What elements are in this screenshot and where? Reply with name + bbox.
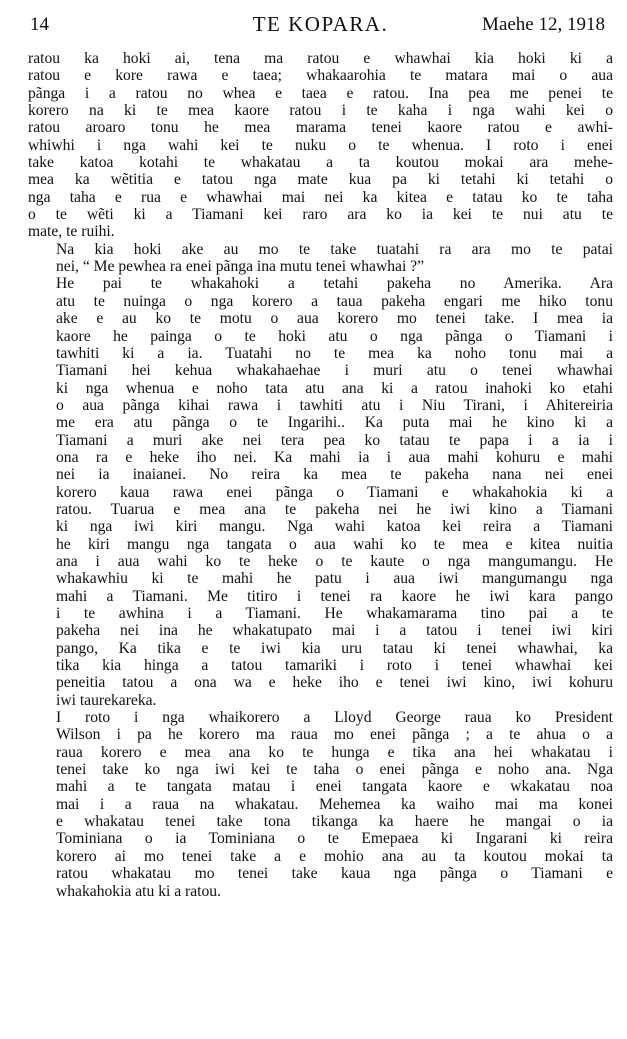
- text-line: Tominiana o ia Tominiana o te Emepaea ki Ingarani ki reira: [56, 830, 613, 848]
- text-line: ake e au ko te motu o aua korero mo tenei take. I mea ia: [56, 310, 613, 328]
- text-line: ratou whakatau mo tenei take kaua nga pãnga o Tiamani e: [56, 865, 613, 883]
- text-line: take katoa kotahi te whakatau a ta koutou mokai ara mehe-: [28, 154, 613, 172]
- text-line: mate, te ruihi.: [28, 223, 115, 241]
- text-line: korero ai mo tenei take a e mohio ana au ta koutou mokai ta: [56, 847, 613, 865]
- text-line: ratou aroaro tonu he mea marama tenei kaore ratou e awhi-: [28, 119, 613, 137]
- text-line: Na kia hoki ake au mo te take tuatahi ra ara mo te patai: [56, 240, 613, 258]
- text-line: I roto i nga whaikorero a Lloyd George raua ko President: [56, 709, 613, 727]
- text-line: nei ia inaianei. No reira ka mea te pakeha nana nei enei: [56, 466, 613, 484]
- text-line: mahi a te tangata matau i enei tangata kaore e wkakatau noa: [56, 778, 613, 796]
- text-line: ratou. Tuarua e mea ana te pakeha nei he iwi kino a Tiamani: [56, 500, 613, 518]
- text-line: korero na ki te mea kaore ratou i te kaha i nga wahi kei o: [28, 102, 613, 120]
- article-body: [28, 50, 613, 900]
- text-line: ona ra e heke iho nei. Ka mahi ia i aua mahi kohuru e mahi: [56, 448, 613, 466]
- text-line: he kiri mangu nga tangata o aua wahi ko te mea e kitea nuitia: [56, 535, 613, 553]
- text-line: whiwhi i nga wahi kei te nuku o te whenua. I roto i enei: [28, 136, 613, 154]
- text-line: mea ka wẽtitia e tatou nga mate kua pa ki tetahi ki tetahi o: [28, 171, 613, 189]
- text-line: Tiamani hei kehua whakahaehae i muri atu o tenei whawhai: [56, 362, 613, 380]
- issue-date: Maehe 12, 1918: [482, 14, 605, 35]
- text-line: o aua pãnga kihai rawa i tawhiti atu i Niu Tirani, i Ahitereiria: [56, 396, 613, 414]
- text-line: tawhiti ki a ia. Tuatahi no te mea ka noho tonu mai a: [56, 344, 613, 362]
- text-line: ratou ka hoki ai, tena ma ratou e whawhai kia hoki ki a: [28, 50, 613, 67]
- text-line: ratou e kore rawa e taea; whakaarohia te matara mai o aua: [28, 67, 613, 85]
- text-line: o te wẽti ki a Tiamani kei raro ara ko ia kei te nui atu te: [28, 206, 613, 224]
- text-line: me era atu pãnga o te Ingarihi.. Ka puta mai he kino ki a: [56, 414, 613, 432]
- text-line: pango, Ka tika e te iwi kia uru tatau ki tenei whawhai, ka: [56, 639, 613, 657]
- text-line: ki nga whenua e noho tata atu ana ki a ratou inahoki ko etahi: [56, 379, 613, 397]
- journal-title: TE KOPARA.: [252, 12, 389, 36]
- text-line: korero kaua rawa enei pãnga o Tiamani e whakahokia ki a: [56, 483, 613, 501]
- text-line: atu te nuinga o nga korero a taua pakeha engari me hiko tonu: [56, 292, 613, 310]
- text-line: pãnga i a ratou no whea e taea e ratou. Ina pea me penei te: [28, 84, 613, 102]
- text-line: tenei take ko nga iwi kei te taha o enei pãnga e noho ana. Nga: [56, 761, 613, 779]
- text-line: pakeha nei ina he whakatupato mai i a tatou i tenei iwi kiri: [56, 622, 613, 640]
- page-header: [28, 6, 613, 40]
- text-line: mahi a Tiamani. Me titiro i tenei ra kaore he iwi kara pango: [56, 587, 613, 605]
- article-paragraph: [28, 709, 613, 900]
- text-line: nei, “ Me pewhea ra enei pãnga ina mutu tenei whawhai ?”: [56, 258, 425, 276]
- text-line: tika kia hinga a tatou tamariki i roto i tenei whawhai kei: [56, 657, 613, 675]
- text-line: raua korero e mea ana ko te hunga e tika ana hei whakatau i: [56, 743, 613, 761]
- text-line: whakawhiu ki te mahi he patu i aua iwi mangumangu nga: [56, 570, 613, 588]
- text-line: ki nga iwi kiri mangu. Nga wahi katoa kei reira a Tiamani: [56, 518, 613, 536]
- text-line: kaore he painga o te hoki atu o nga pãnga o Tiamani i: [56, 327, 613, 345]
- text-line: He pai te whakahoki a tetahi pakeha no Amerika. Ara: [56, 275, 613, 293]
- text-line: iwi taurekareka.: [56, 691, 157, 709]
- text-line: Tiamani a muri ake nei tera pea ko tatau te papa i a ia i: [56, 431, 613, 449]
- article-paragraph: [28, 50, 613, 241]
- text-line: whakahokia atu ki a ratou.: [56, 882, 221, 900]
- text-line: ana i aua wahi ko te heke o te kaute o nga mangumangu. He: [56, 552, 613, 570]
- text-line: mai i a raua na whakatau. Mehemea ka waiho mai ma konei: [56, 795, 613, 813]
- page-number: 14: [30, 14, 49, 35]
- article-paragraph: [28, 241, 613, 276]
- text-line: i te awhina i a Tiamani. He whakamarama tino pai a te: [56, 605, 613, 622]
- text-line: Wilson i pa he korero ma raua mo enei pãnga ; a te ahua o a: [56, 726, 613, 744]
- text-line: e whakatau tenei take tona tikanga ka haere he mangai o ia: [56, 813, 613, 831]
- article-paragraph: [28, 275, 613, 709]
- text-line: peneitia tatou a ona wa e heke iho e tenei iwi kino, iwi kohuru: [56, 674, 613, 692]
- text-line: nga taha e rua e whawhai mai nei ka kitea e tatau ko te taha: [28, 188, 613, 206]
